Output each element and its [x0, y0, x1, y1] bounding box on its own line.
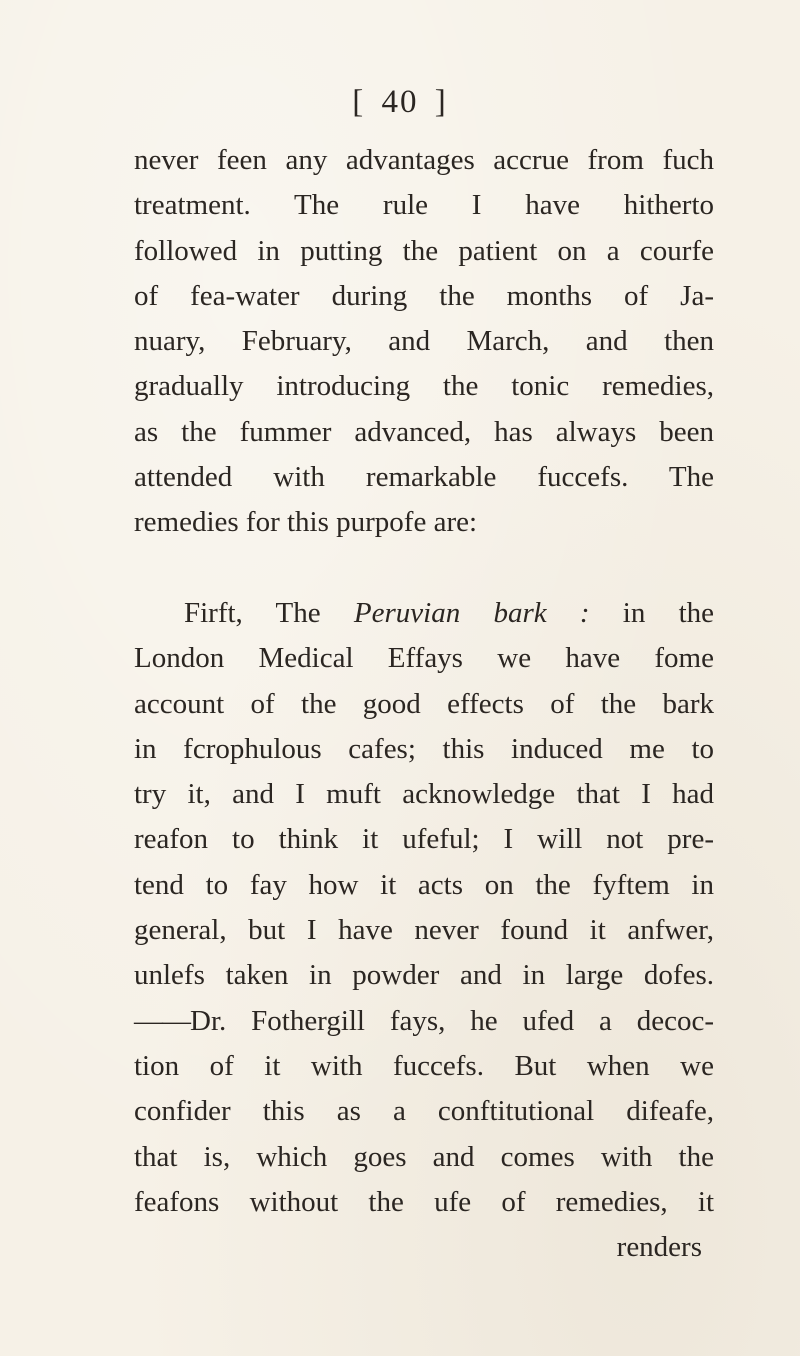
text-line: never feen any advantages accrue from fuch: [134, 144, 714, 176]
text-line: account of the good effects of the bark: [134, 687, 714, 720]
text-line: feafons without the ufe of remedies, it: [134, 1185, 714, 1218]
header-close-bracket: ]: [434, 84, 448, 120]
header-open-bracket: [: [352, 84, 366, 120]
paragraph-first-line: [134, 591, 714, 636]
text-line: tend to fay how it acts on the fyftem in: [134, 868, 714, 901]
text-line: try it, and I muft acknowledge that I had: [134, 778, 714, 811]
page-number: 40: [381, 84, 419, 120]
text-line: attended with remarkable fuccefs. The: [134, 461, 714, 494]
body-text: [134, 138, 714, 1270]
text-line: nuary, February, and March, and then: [134, 325, 714, 358]
text-line: general, but I have never found it anfwer,: [134, 914, 714, 947]
first-word: Firft,: [184, 596, 243, 629]
text-line: confider this as a conftitutional difeafe,: [134, 1095, 714, 1128]
text-line: tion of it with fuccefs. But when we: [134, 1049, 714, 1082]
text-line: gradually introducing the tonic remedies,: [134, 370, 714, 403]
dash-line-text: Dr. Fothergill fays, he ufed a decoc-: [190, 1004, 714, 1037]
text-line: that is, which goes and comes with the: [134, 1140, 714, 1173]
text-line: in fcrophulous cafes; this induced me to: [134, 732, 714, 765]
text-line: unlefs taken in powder and in large dofes.: [134, 959, 714, 992]
text-line: followed in putting the patient on a courfe: [134, 234, 714, 267]
paragraph-gap: [134, 546, 714, 591]
dash-line: [134, 999, 714, 1044]
italic-phrase: Peruvian bark :: [353, 596, 590, 629]
text-line: remedies for this purpofe are:: [134, 506, 478, 539]
text-line: of fea-water during the months of Ja-: [134, 279, 714, 312]
text-line: reafon to think it ufeful; I will not pre-: [134, 823, 714, 856]
page-header: [0, 84, 800, 121]
catchword: renders: [616, 1231, 702, 1264]
text-line: London Medical Effays we have fome: [134, 642, 714, 675]
text-line: treatment. The rule I have hitherto: [134, 189, 714, 222]
em-dash: ——: [134, 1004, 190, 1037]
article-word: The: [275, 596, 321, 629]
text-line: as the fummer advanced, has always been: [134, 415, 714, 448]
line-rest: in the: [622, 596, 714, 629]
